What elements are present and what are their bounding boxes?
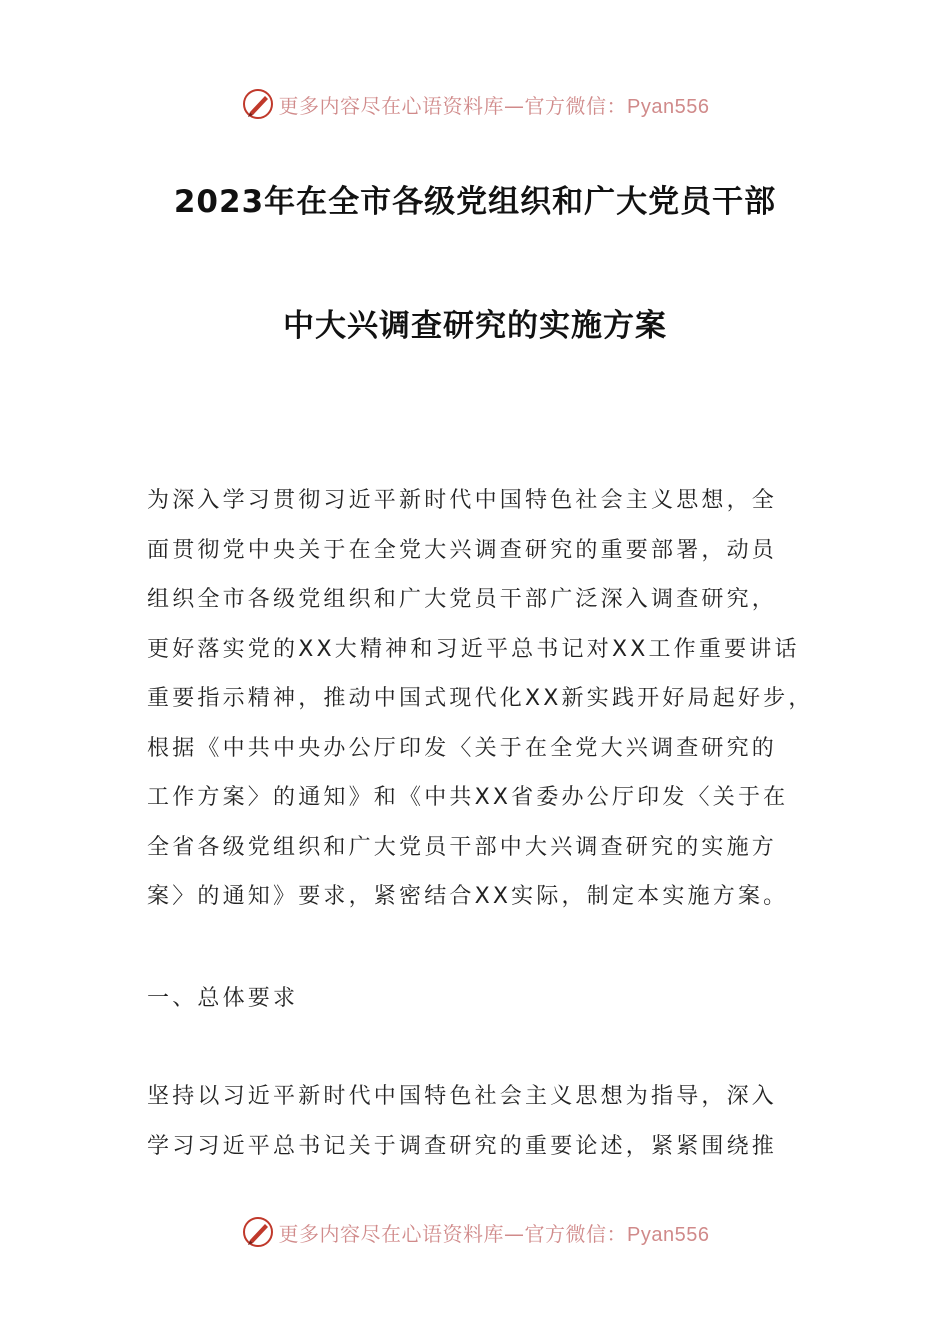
paragraph-line: 全省各级党组织和广大党员干部中大兴调查研究的实施方 <box>147 834 778 860</box>
paragraph-line: 重要指示精神，推动中国式现代化XX新实践开好局起好步， <box>147 686 814 711</box>
paragraph-line: 组织全市各级党组织和广大党员干部广泛深入调查研究， <box>147 587 778 612</box>
document-title-line-2: 中大兴调查研究的实施方案 <box>283 308 667 344</box>
paragraph-line: 案〉的通知》要求，紧密结合XX实际，制定本实施方案。 <box>147 884 789 909</box>
section-heading-text: 一、总体要求 <box>147 986 299 1011</box>
footer-watermark <box>0 1212 950 1252</box>
paragraph-line: 更好落实党的XX大精神和习近平总书记对XX工作重要讲话 <box>147 636 800 662</box>
document-title-line-1: 2023年在全市各级党组织和广大党员干部 <box>173 184 777 220</box>
pen-logo-icon <box>241 1215 275 1249</box>
paragraph-line: 根据《中共中央办公厅印发〈关于在全党大兴调查研究的 <box>147 735 778 761</box>
header-watermark <box>0 84 950 124</box>
section-paragraph <box>147 1072 807 1171</box>
watermark-text: 更多内容尽在心语资料库—官方微信：Pyan556 <box>278 93 710 118</box>
paragraph-line: 工作方案〉的通知》和《中共XX省委办公厅印发〈关于在 <box>147 785 789 810</box>
paragraph-line: 面贯彻党中央关于在全党大兴调查研究的重要部署，动员 <box>147 537 778 563</box>
paragraph-line: 为深入学习贯彻习近平新时代中国特色社会主义思想，全 <box>147 488 778 513</box>
pen-logo-icon <box>241 87 275 121</box>
watermark-text: 更多内容尽在心语资料库—官方微信：Pyan556 <box>278 1221 710 1246</box>
intro-paragraph <box>147 476 814 922</box>
section-heading <box>147 974 807 1024</box>
paragraph-line: 学习习近平总书记关于调查研究的重要论述，紧紧围绕推 <box>147 1133 778 1159</box>
paragraph-line: 坚持以习近平新时代中国特色社会主义思想为指导，深入 <box>147 1084 778 1109</box>
